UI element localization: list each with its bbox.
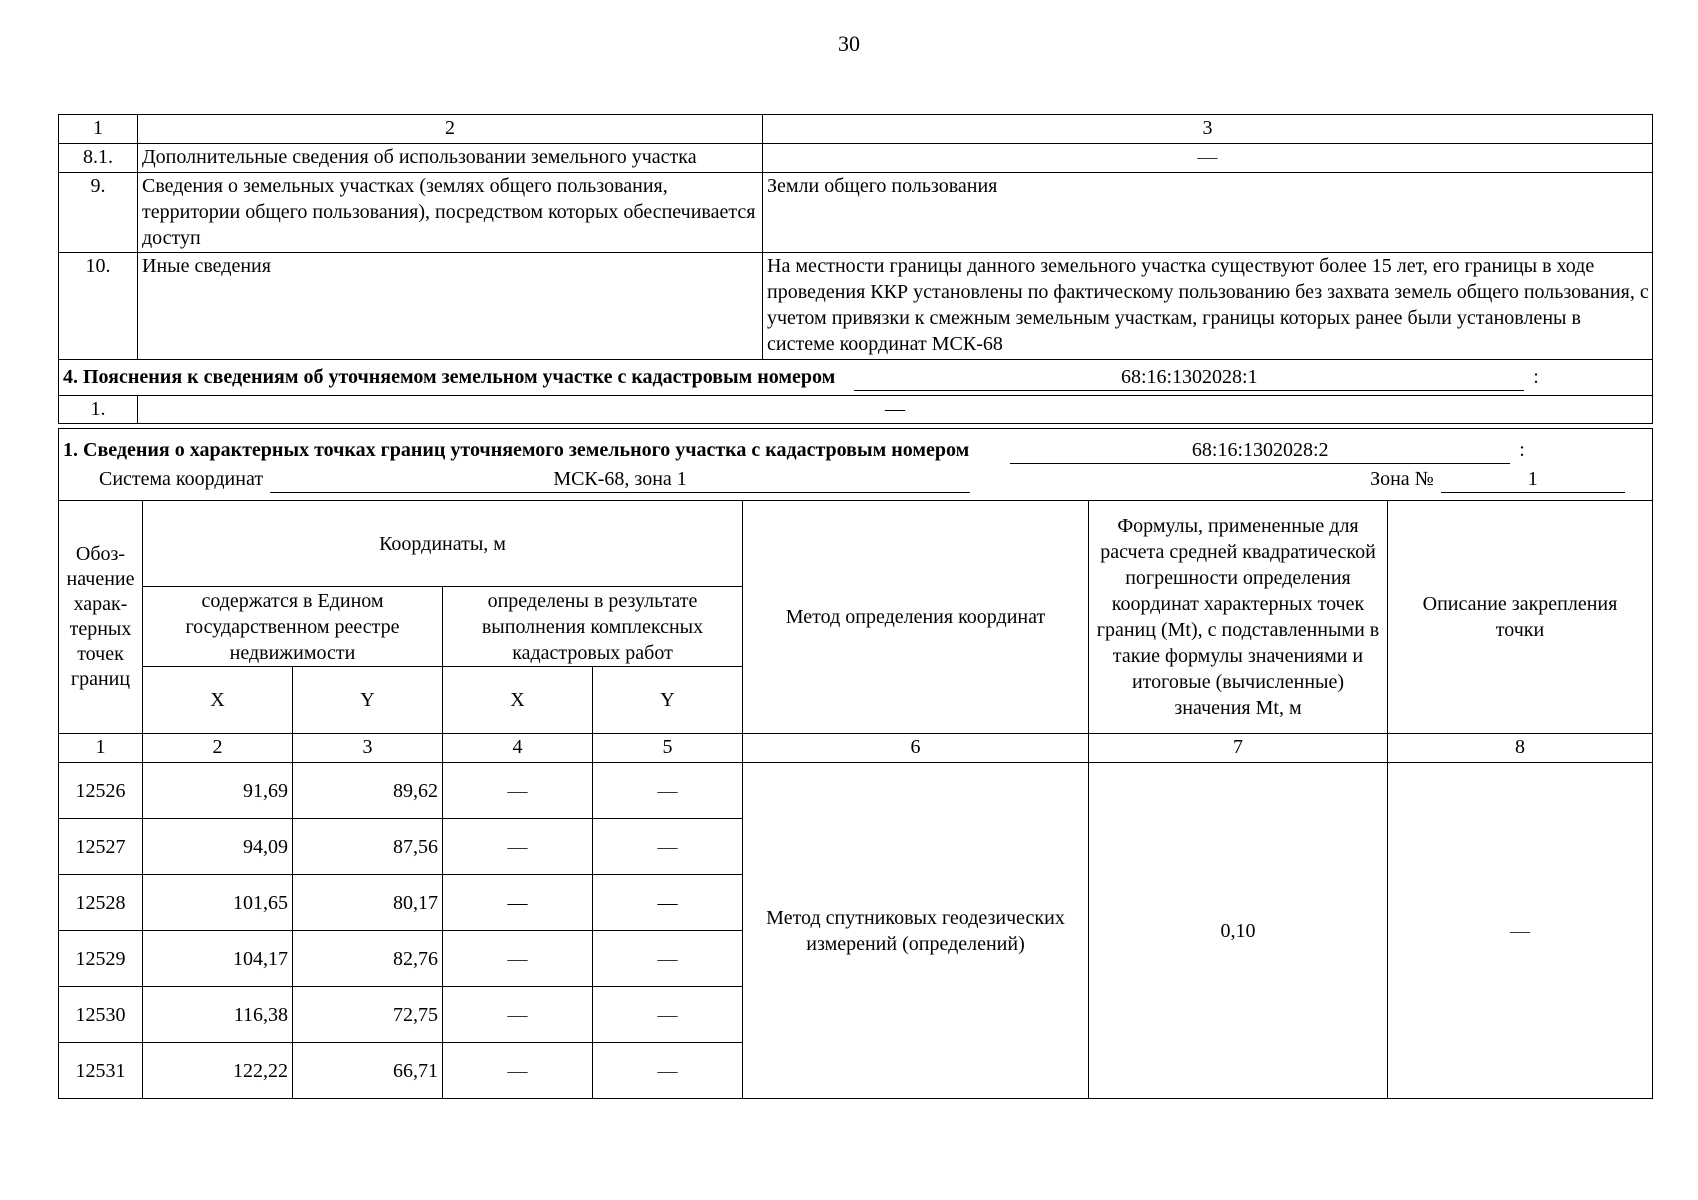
table-row	[59, 253, 1653, 360]
method-value: Метод спутниковых геодезических измерений (определений)	[743, 763, 1089, 1099]
x-header: X	[143, 667, 293, 734]
row-value: На местности границы данного земельного участка существуют более 15 лет, его границы в ходе проведения ККР установлены по фактическому пользованию без захвата земель общего пользования, с учетом привязки к смежным земельным участкам, границы которых ранее были установлены в системе координат МСК-68	[763, 253, 1653, 360]
column-number-1: 1	[59, 734, 143, 763]
column-number-4: 4	[443, 734, 593, 763]
row-number: 10.	[59, 253, 138, 360]
kkr-y: —	[593, 819, 743, 875]
point-designation-header: Обоз- начение харак- терных точек границ	[59, 501, 143, 734]
kkr-x: —	[443, 1043, 593, 1099]
zone-label: Зона №	[1370, 468, 1434, 490]
row-value: Земли общего пользования	[763, 173, 1653, 253]
table-header-row	[59, 115, 1653, 144]
egrn-y: 66,71	[293, 1043, 443, 1099]
kkr-y: —	[593, 931, 743, 987]
egrn-x: 122,22	[143, 1043, 293, 1099]
kkr-header: определены в результате выполнения комплексных кадастровых работ	[443, 587, 743, 667]
column-number-3: 3	[293, 734, 443, 763]
point-id: 12531	[59, 1043, 143, 1099]
y-header: Y	[593, 667, 743, 734]
egrn-y: 87,56	[293, 819, 443, 875]
column-number-2: 2	[138, 115, 763, 144]
column-number-2: 2	[143, 734, 293, 763]
table-row	[59, 763, 1653, 819]
column-number-3: 3	[763, 115, 1653, 144]
row-value: —	[763, 144, 1653, 173]
table-row	[59, 396, 1653, 424]
header-row-1	[59, 501, 1653, 587]
row-label: Сведения о земельных участках (землях общего пользования, территории общего пользования), посредством которых обеспечивается доступ	[138, 173, 763, 253]
table-row	[59, 173, 1653, 253]
zone-value: 1	[1441, 466, 1625, 493]
kkr-x: —	[443, 763, 593, 819]
egrn-x: 116,38	[143, 987, 293, 1043]
formulas-header: Формулы, примененные для расчета средней квадратической погрешности определения координат характерных точек границ (Mt), с подставленными в такие формулы значениями и итоговые (вычисленные) значения Mt, м	[1089, 501, 1388, 734]
kkr-x: —	[443, 819, 593, 875]
page-number: 30	[838, 31, 860, 56]
y-header: Y	[293, 667, 443, 734]
row-label: Иные сведения	[138, 253, 763, 360]
section-4-title: 4. Пояснения к сведениям об уточняемом земельном участке с кадастровым номером	[63, 366, 836, 388]
kkr-y: —	[593, 1043, 743, 1099]
section-4-header	[59, 360, 1653, 396]
point-id: 12528	[59, 875, 143, 931]
egrn-x: 101,65	[143, 875, 293, 931]
section-1-header	[59, 429, 1653, 501]
row-value: —	[138, 396, 1653, 424]
row-label: Дополнительные сведения об использовании земельного участка	[138, 144, 763, 173]
row-number: 1.	[59, 396, 138, 424]
section-4-colon: :	[1533, 366, 1539, 388]
section-1-colon: :	[1519, 439, 1525, 461]
egrn-y: 72,75	[293, 987, 443, 1043]
row-number: 9.	[59, 173, 138, 253]
kkr-x: —	[443, 931, 593, 987]
point-id: 12527	[59, 819, 143, 875]
egrn-x: 91,69	[143, 763, 293, 819]
kkr-x: —	[443, 987, 593, 1043]
upper-table	[58, 114, 1653, 424]
description-header: Описание закрепления точки	[1388, 501, 1653, 734]
point-id: 12530	[59, 987, 143, 1043]
section-4-cadastral-number: 68:16:1302028:1	[854, 364, 1524, 391]
coord-system-value: МСК-68, зона 1	[270, 466, 970, 493]
egrn-x: 94,09	[143, 819, 293, 875]
egrn-y: 82,76	[293, 931, 443, 987]
section-1-cadastral-number: 68:16:1302028:2	[1010, 437, 1510, 464]
column-number-6: 6	[743, 734, 1089, 763]
column-number-8: 8	[1388, 734, 1653, 763]
egrn-y: 89,62	[293, 763, 443, 819]
column-number-1: 1	[59, 115, 138, 144]
point-id: 12526	[59, 763, 143, 819]
egrn-y: 80,17	[293, 875, 443, 931]
row-number: 8.1.	[59, 144, 138, 173]
point-id: 12529	[59, 931, 143, 987]
points-table	[58, 428, 1653, 1099]
table-row	[59, 144, 1653, 173]
kkr-y: —	[593, 875, 743, 931]
mt-value: 0,10	[1089, 763, 1388, 1099]
coordinates-header: Координаты, м	[143, 501, 743, 587]
column-number-5: 5	[593, 734, 743, 763]
x-header: X	[443, 667, 593, 734]
column-numbers-row	[59, 734, 1653, 763]
coord-system-label: Система координат	[99, 468, 264, 490]
egrn-header: содержатся в Едином государственном реестре недвижимости	[143, 587, 443, 667]
description-value: —	[1388, 763, 1653, 1099]
section-1-title: 1. Сведения о характерных точках границ уточняемого земельного участка с кадастровым номером	[63, 439, 970, 461]
kkr-y: —	[593, 763, 743, 819]
method-header: Метод определения координат	[743, 501, 1089, 734]
column-number-7: 7	[1089, 734, 1388, 763]
kkr-y: —	[593, 987, 743, 1043]
egrn-x: 104,17	[143, 931, 293, 987]
kkr-x: —	[443, 875, 593, 931]
